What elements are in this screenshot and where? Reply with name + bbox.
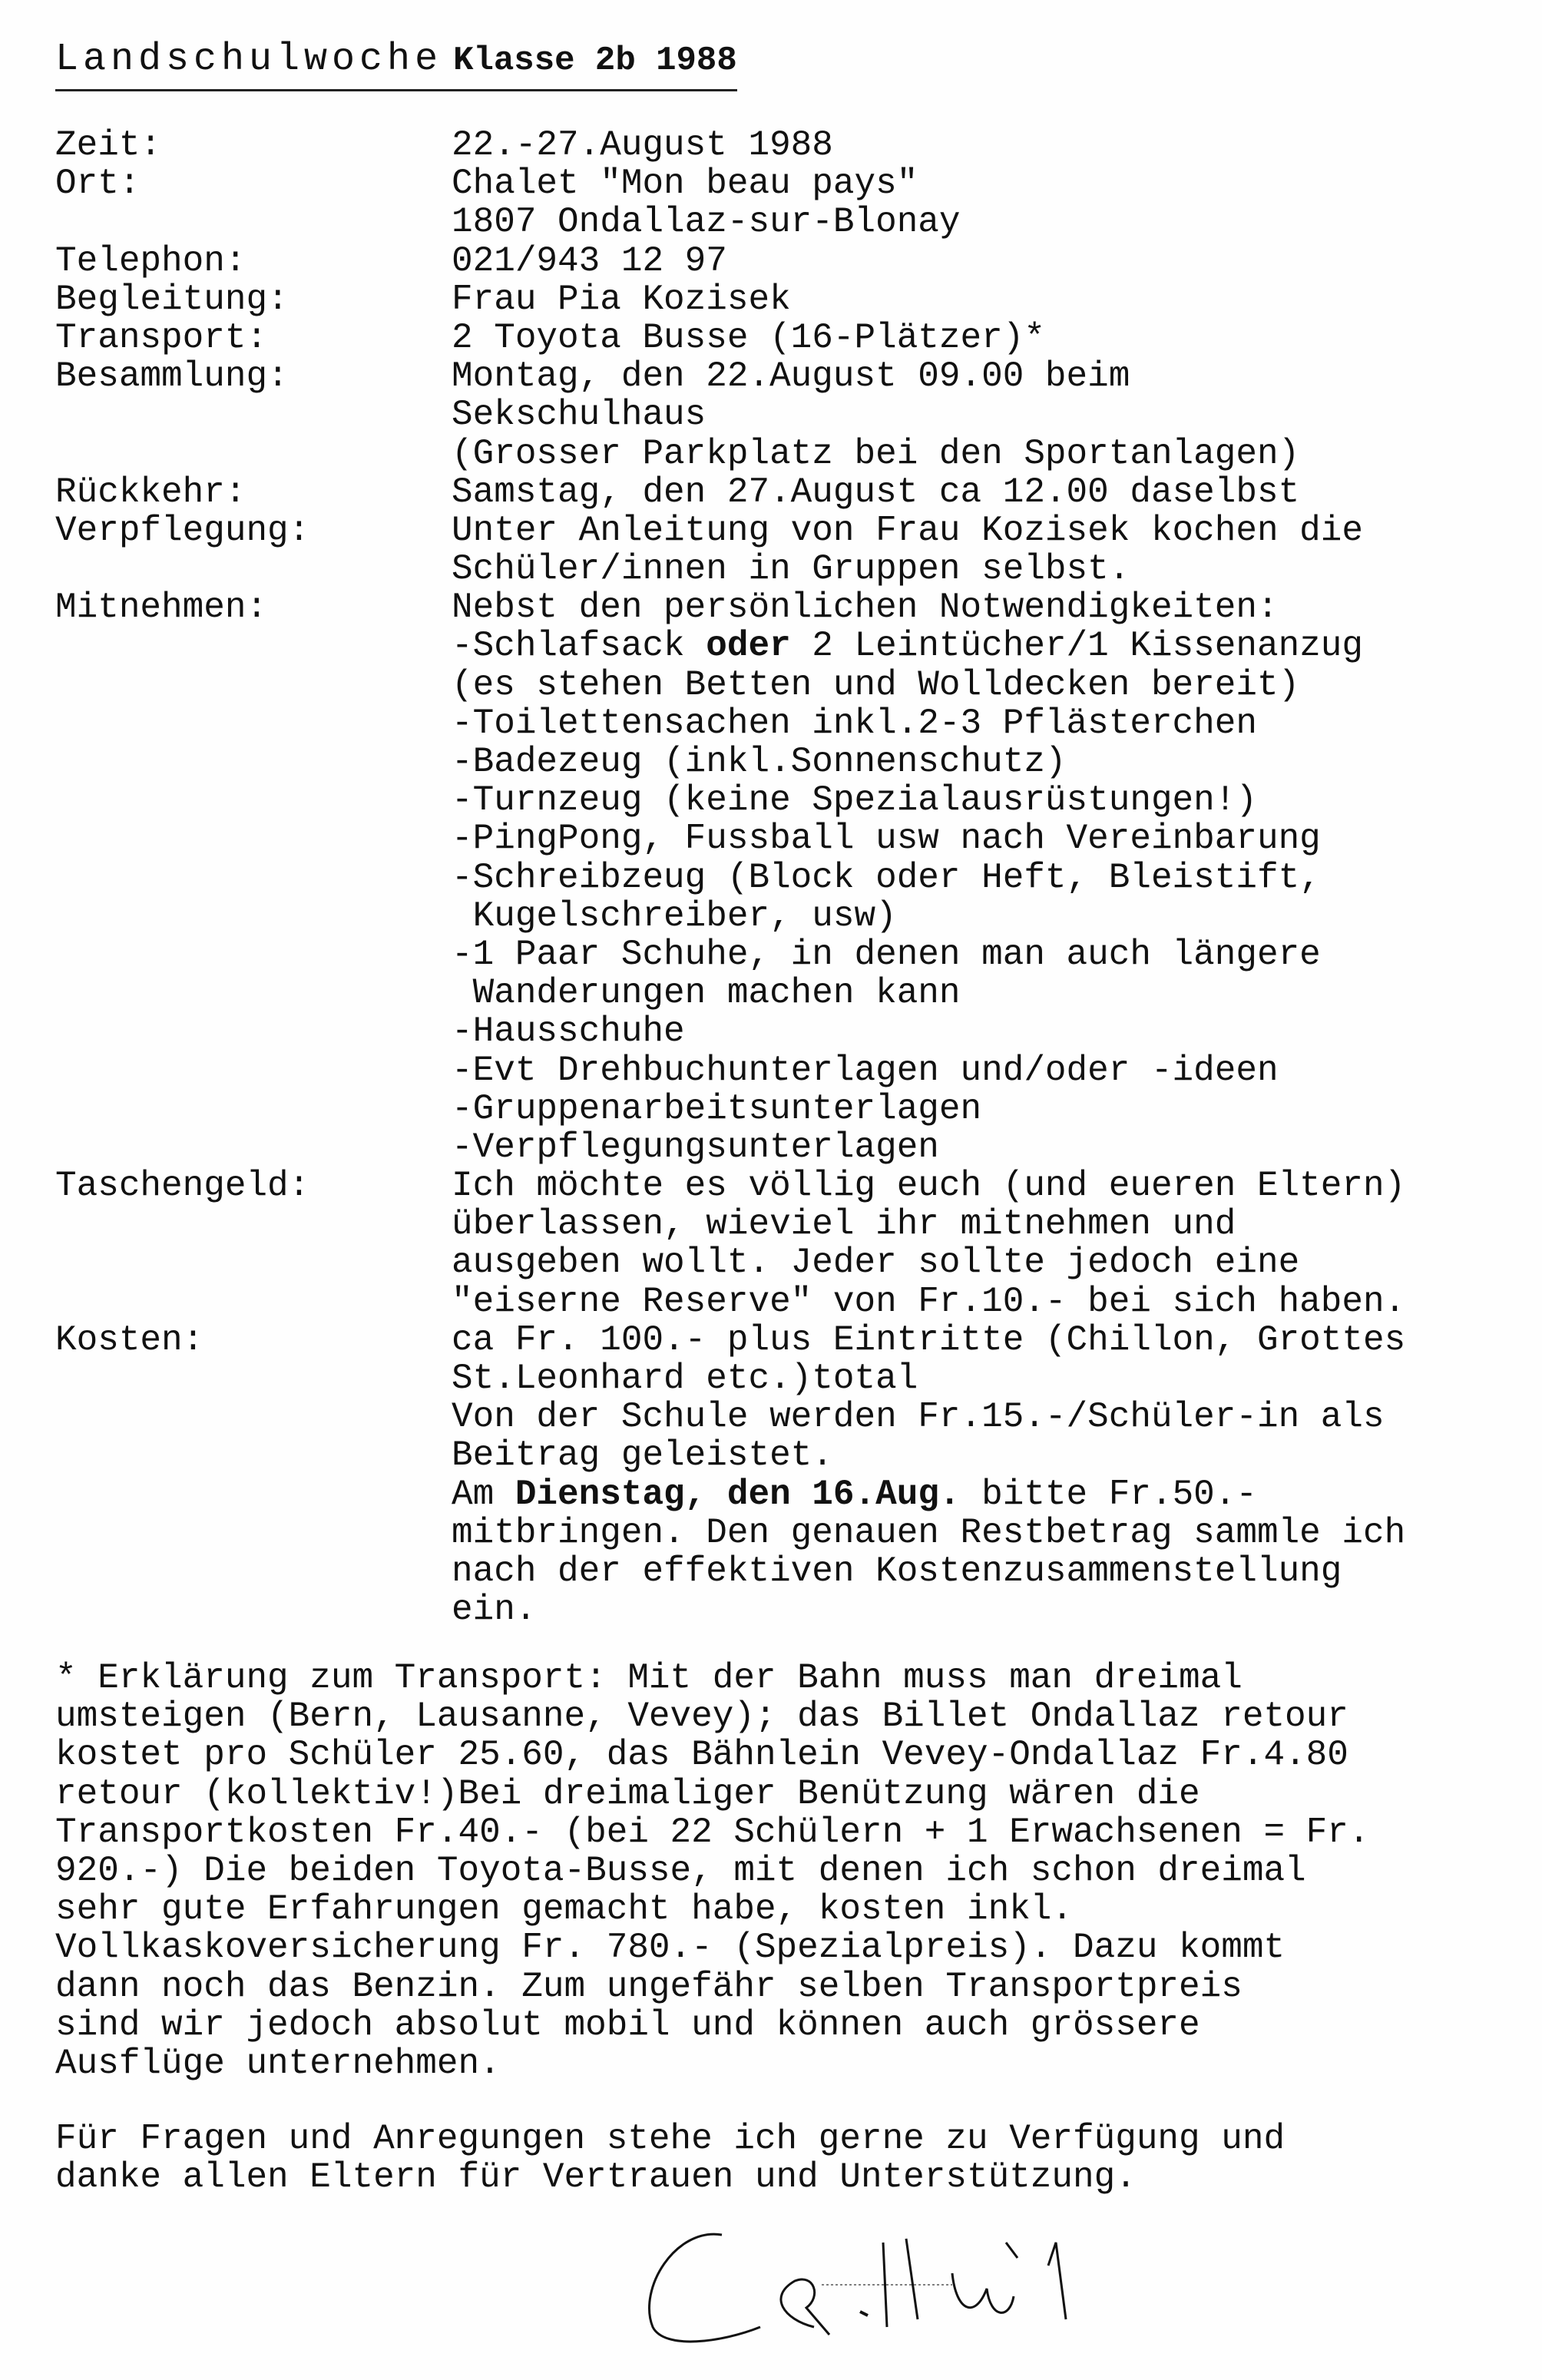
row-label: Zeit: (55, 125, 162, 165)
value-text: 2 Leintücher/1 Kissenanzug (790, 626, 1364, 667)
row-value: -Hausschuhe (452, 1011, 685, 1052)
row-value: Wanderungen machen kann (452, 973, 961, 1014)
info-row (0, 550, 1542, 588)
row-value: 1807 Ondallaz-sur-Blonay (452, 202, 961, 243)
row-value: Unter Anleitung von Frau Kozisek kochen die (452, 510, 1363, 551)
info-row (0, 1205, 1542, 1243)
row-label: Besammlung: (55, 356, 289, 397)
row-value: -Gruppenarbeitsunterlagen (452, 1088, 982, 1129)
value-text: -Schlafsack (452, 626, 706, 667)
row-value: -1 Paar Schuhe, in denen man auch längere (452, 934, 1321, 975)
row-value: nach der effektiven Kostenzusammenstellung (452, 1551, 1342, 1591)
row-value: "eiserne Reserve" von Fr.10.- bei sich haben. (452, 1281, 1406, 1322)
closing-line: Für Fragen und Anregungen stehe ich gerne zu Verfügung und (55, 2119, 1286, 2159)
row-value: Beitrag geleistet. (452, 1435, 833, 1476)
row-value: überlassen, wieviel ihr mitnehmen und (452, 1204, 1236, 1245)
info-row (0, 1398, 1542, 1436)
signature-icon (630, 2212, 1321, 2365)
row-label: Kosten: (55, 1319, 204, 1360)
value-text: Am (452, 1474, 515, 1514)
value-emphasis: oder (706, 626, 791, 667)
footnote-line: * Erklärung zum Transport: Mit der Bahn muss man dreimal (55, 1658, 1243, 1698)
info-row (0, 203, 1542, 241)
info-row (0, 126, 1542, 164)
row-label: Taschengeld: (55, 1166, 310, 1207)
info-row (0, 1475, 1542, 1514)
info-row (0, 627, 1542, 665)
info-row (0, 859, 1542, 897)
document-title (55, 40, 737, 91)
footnote-line: Ausflüge unternehmen. (55, 2044, 501, 2084)
row-value: 22.-27.August 1988 (452, 125, 833, 165)
footnote-line: sehr gute Erfahrungen gemacht habe, kosten inkl. (55, 1889, 1074, 1930)
row-label: Rückkehr: (55, 472, 247, 512)
row-label: Mitnehmen: (55, 588, 268, 628)
info-row (0, 319, 1542, 357)
title-main: Landschulwoche (55, 38, 443, 81)
footnote-line: Transportkosten Fr.40.- (bei 22 Schülern + 1 Erwachsenen = Fr. (55, 1812, 1370, 1852)
row-value: ausgeben wollt. Jeder sollte jedoch eine (452, 1243, 1300, 1283)
info-row (0, 242, 1542, 280)
row-value: Montag, den 22.August 09.00 beim (452, 356, 1130, 397)
row-value: Frau Pia Kozisek (452, 279, 791, 319)
info-row (0, 974, 1542, 1012)
info-row (0, 1128, 1542, 1167)
row-label: Verpflegung: (55, 510, 310, 551)
info-row (0, 743, 1542, 781)
row-label: Telephon: (55, 240, 247, 281)
row-value: St.Leonhard etc.)total (452, 1359, 918, 1399)
footnote-line: umsteigen (Bern, Lausanne, Vevey); das Billet Ondallaz retour (55, 1696, 1348, 1737)
info-row (0, 1051, 1542, 1090)
row-value: 021/943 12 97 (452, 240, 727, 281)
info-table (0, 126, 1542, 1629)
row-value: -PingPong, Fussball usw nach Vereinbarung (452, 819, 1321, 859)
row-label: Transport: (55, 317, 268, 358)
info-row (0, 666, 1542, 704)
info-row (0, 819, 1542, 858)
info-row (0, 396, 1542, 434)
row-value: Ich möchte es völlig euch (und eueren Eltern) (452, 1166, 1406, 1207)
row-value: mitbringen. Den genauen Restbetrag sammle ich (452, 1512, 1406, 1553)
row-value: 2 Toyota Busse (16-Plätzer)* (452, 317, 1045, 358)
footnote-line: 920.-) Die beiden Toyota-Busse, mit denen ich schon dreimal (55, 1851, 1306, 1892)
row-value: (es stehen Betten und Wolldecken bereit) (452, 664, 1300, 705)
title-sub: Klasse 2b 1988 (453, 41, 737, 80)
footnote-line: Vollkaskoversicherung Fr. 780.- (Spezialpreis). Dazu kommt (55, 1928, 1286, 1968)
info-row (0, 1321, 1542, 1359)
row-value: Kugelschreiber, usw) (452, 895, 897, 936)
row-value: ca Fr. 100.- plus Eintritte (Chillon, Grottes (452, 1319, 1406, 1360)
row-value: Sekschulhaus (452, 395, 706, 435)
info-row (0, 164, 1542, 203)
info-row (0, 1359, 1542, 1398)
info-row (0, 357, 1542, 396)
footnote-line: retour (kollektiv!)Bei dreimaliger Benützung wären die (55, 1773, 1200, 1814)
info-row (0, 897, 1542, 935)
info-row (0, 1283, 1542, 1321)
info-row (0, 1090, 1542, 1128)
row-label: Ort: (55, 164, 141, 204)
info-row (0, 1514, 1542, 1552)
row-value: -Evt Drehbuchunterlagen und/oder -ideen (452, 1050, 1279, 1091)
closing-line: danke allen Eltern für Vertrauen und Unterstützung. (55, 2157, 1137, 2198)
row-value: Nebst den persönlichen Notwendigkeiten: (452, 588, 1279, 628)
info-row (0, 435, 1542, 473)
row-value: Samstag, den 27.August ca 12.00 daselbst (452, 472, 1300, 512)
row-value: -Schreibzeug (Block oder Heft, Bleistift, (452, 857, 1321, 898)
info-row (0, 1243, 1542, 1282)
info-row (0, 1436, 1542, 1475)
footnote-line: kostet pro Schüler 25.60, das Bähnlein Vevey-Ondallaz Fr.4.80 (55, 1735, 1348, 1776)
info-row (0, 935, 1542, 974)
info-row (0, 280, 1542, 319)
value-text: bitte Fr.50.- (960, 1474, 1257, 1514)
row-value (452, 627, 1363, 665)
value-emphasis: Dienstag, den 16.Aug. (515, 1474, 961, 1514)
info-row (0, 588, 1542, 627)
info-row (0, 1552, 1542, 1591)
row-value: Von der Schule werden Fr.15.-/Schüler-in als (452, 1397, 1385, 1438)
footnote-line: sind wir jedoch absolut mobil und können auch grössere (55, 2004, 1200, 2045)
row-value: -Badezeug (inkl.Sonnenschutz) (452, 742, 1067, 782)
info-row (0, 1012, 1542, 1051)
footnote-line: dann noch das Benzin. Zum ungefähr selben Transportpreis (55, 1966, 1243, 2007)
row-value: -Turnzeug (keine Spezialausrüstungen!) (452, 780, 1257, 821)
row-value: Chalet "Mon beau pays" (452, 164, 918, 204)
row-label: Begleitung: (55, 279, 289, 319)
info-row (0, 1167, 1542, 1205)
info-row (0, 511, 1542, 550)
row-value: -Verpflegungsunterlagen (452, 1127, 939, 1167)
info-row (0, 473, 1542, 511)
row-value: Schüler/innen in Gruppen selbst. (452, 549, 1130, 590)
row-value: ein. (452, 1590, 537, 1630)
info-row (0, 704, 1542, 743)
transport-footnote (55, 1659, 1369, 2083)
info-row (0, 781, 1542, 819)
closing-paragraph (55, 2120, 1285, 2196)
row-value: (Grosser Parkplatz bei den Sportanlagen) (452, 433, 1300, 474)
row-value (452, 1475, 1257, 1514)
info-row (0, 1591, 1542, 1629)
row-value: -Toilettensachen inkl.2-3 Pflästerchen (452, 703, 1257, 743)
